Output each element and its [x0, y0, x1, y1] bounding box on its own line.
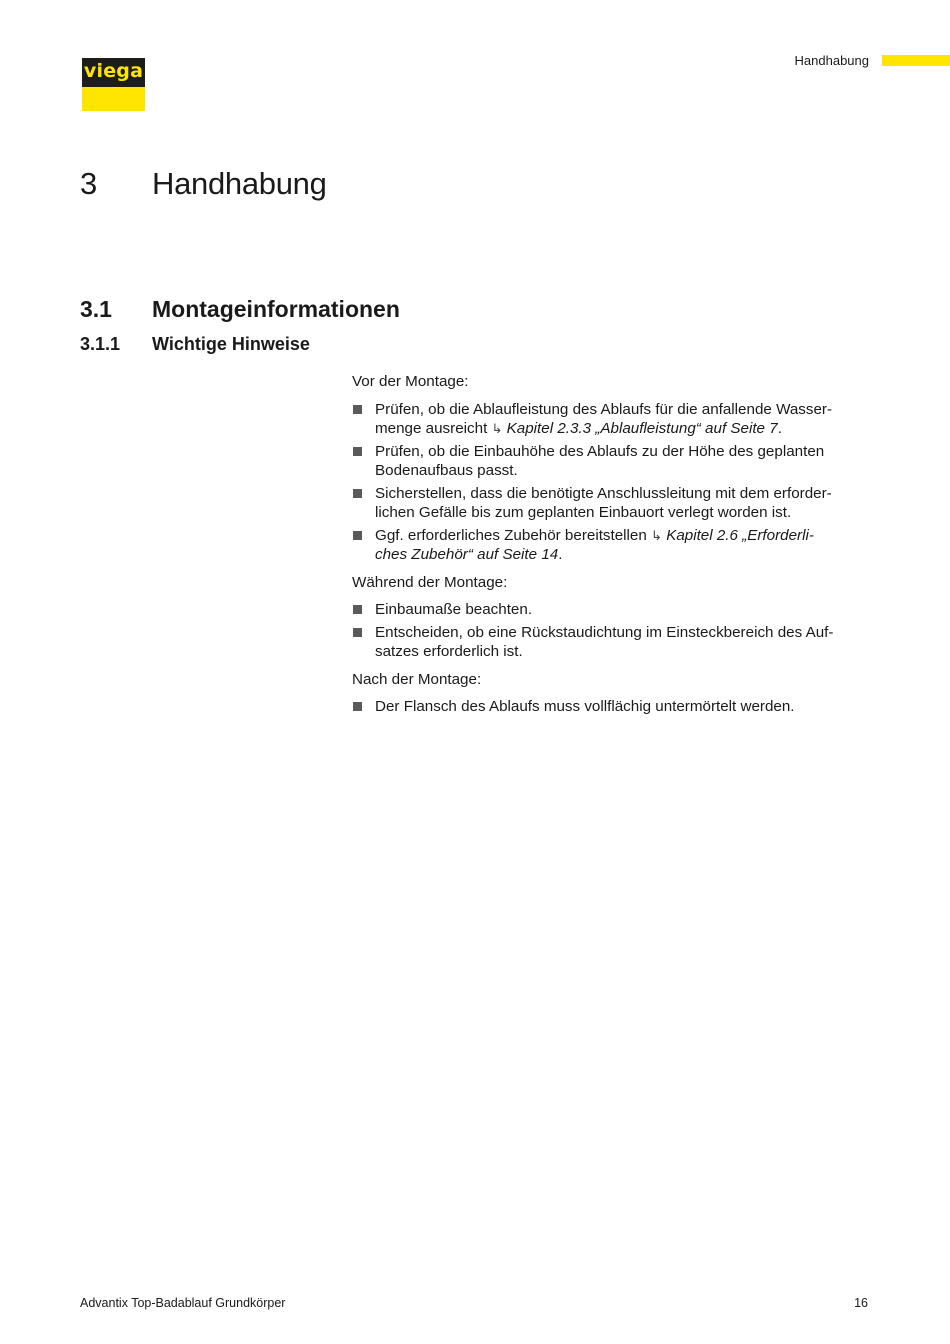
chapter-reference-link[interactable]: ↳ Kapitel 2.3.3 „Ablaufleistung“ auf Seite 7 — [491, 420, 778, 437]
list-item-text: Prüfen, ob die Einbauhöhe des Ablaufs zu der Höhe des geplanten — [375, 442, 825, 460]
logo-yellow-block — [82, 87, 145, 111]
chapter-number: 3 — [80, 166, 97, 201]
list-item-text: Einbaumaße beachten. — [375, 601, 533, 618]
list-item-text: lichen Gefälle bis zum geplanten Einbauort verlegt worden ist. — [375, 504, 792, 521]
header-section-label: Handhabung — [794, 53, 869, 68]
before-mounting-list — [352, 400, 867, 565]
chapter-reference-link[interactable]: ↳ Kapitel 2.6 „Erforderli- ches Zubehör“ auf Seite 14 — [375, 526, 814, 563]
footer-page-number: 16 — [854, 1296, 868, 1310]
footer-product-name: Advantix Top-Badablauf Grundkörper — [80, 1296, 286, 1310]
before-mounting-label: Vor der Montage: — [352, 373, 469, 390]
list-item — [352, 484, 867, 523]
section-number: 3.1 — [80, 296, 112, 322]
list-item-text: menge ausreicht — [375, 420, 492, 437]
chapter-title: Handhabung — [152, 166, 327, 201]
square-bullet-icon — [353, 702, 362, 711]
after-mounting-label: Nach der Montage: — [352, 670, 482, 688]
list-item: Prüfen, ob die Ablaufleistung des Ablaufs für die anfallende Wasser- menge ausreicht ↳ Kapitel 2.3.3 „Ablaufleistung“ auf Seite 7. — [352, 400, 867, 439]
list-item — [352, 442, 867, 481]
subsection-title: Wichtige Hinweise — [152, 334, 310, 354]
header-accent-bar — [882, 55, 950, 66]
list-item — [352, 697, 867, 717]
logo-wordmark-block — [82, 58, 145, 87]
list-item-text: Entscheiden, ob eine Rückstaudichtung im Einsteckbereich des Auf- — [375, 623, 834, 641]
instructions-body — [352, 372, 867, 725]
square-bullet-icon — [353, 605, 362, 614]
after-mounting-list — [352, 697, 867, 717]
list-item: Ggf. erforderliches Zubehör bereitstellen ↳ Kapitel 2.6 „Erforderli- ches Zubehör“ auf Seite 14. — [352, 526, 867, 565]
square-bullet-icon — [353, 489, 362, 498]
square-bullet-icon — [353, 447, 362, 456]
list-item-text: Ggf. erforderliches Zubehör bereitstellen — [375, 526, 652, 544]
list-item — [352, 623, 867, 662]
list-item — [352, 600, 867, 620]
list-item-text: Prüfen, ob die Ablaufleistung des Ablaufs für die anfallende Wasser- — [375, 400, 833, 418]
section-title: Montageinformationen — [152, 296, 400, 322]
list-item-text: satzes erforderlich ist. — [375, 643, 523, 660]
during-mounting-label: Während der Montage: — [352, 573, 508, 591]
subsection-number: 3.1.1 — [80, 334, 121, 354]
arrow-reference-icon: ↳ — [651, 527, 662, 543]
list-item-text: Der Flansch des Ablaufs muss vollflächig untermörtelt werden. — [375, 698, 795, 715]
during-mounting-list — [352, 600, 867, 662]
logo-text: viega — [83, 59, 144, 82]
square-bullet-icon — [353, 628, 362, 637]
list-item-text: Sicherstellen, dass die benötigte Anschlussleitung mit dem erforder- — [375, 484, 832, 502]
arrow-reference-icon: ↳ — [491, 421, 503, 436]
square-bullet-icon — [353, 531, 362, 540]
list-item-text: Bodenaufbaus passt. — [375, 462, 518, 479]
square-bullet-icon — [353, 405, 362, 414]
viega-logo — [82, 58, 145, 111]
